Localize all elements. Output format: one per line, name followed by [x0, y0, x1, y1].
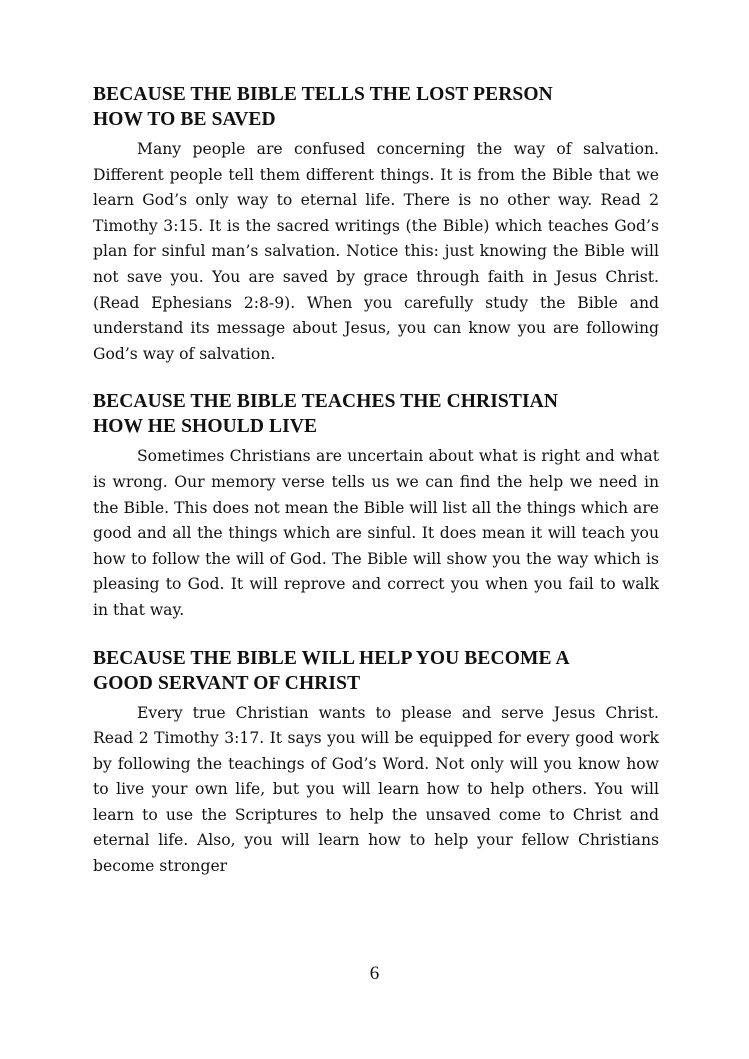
page-body — [93, 82, 659, 880]
section-paragraph: Sometimes Christians are uncertain about what is right and what is wrong. Our memory verse tells us we can find the help we need in the Bible. This does not mean the Bible will list all the things which are good and all the things which are sinful. It does mean it will teach you how to follow the will of God. The Bible will show you the way which is pleasing to God. It will reprove and correct you when you fail to walk in that way. — [93, 447, 659, 619]
section-heading — [93, 389, 659, 439]
heading-line-2: HOW HE SHOULD LIVE — [93, 416, 318, 438]
section-good-servant — [93, 646, 659, 880]
heading-line-1: BECAUSE THE BIBLE TELLS THE LOST PERSON — [93, 84, 553, 105]
section-heading — [93, 82, 659, 132]
heading-line-2: HOW TO BE SAVED — [93, 109, 276, 130]
section-heading — [93, 646, 659, 696]
section-paragraph: Every true Christian wants to please and serve Jesus Christ. Read 2 Timothy 3:17. It says you will be equipped for every good work by following the teachings of God’s Word. Not only will you know how to live your own life, but you will learn how to help others. You will learn to use the Scriptures to help the unsaved come to Christ and eternal life. Also, you will learn how to help your fellow Christians become stronger — [93, 703, 659, 876]
section-lost-person — [93, 82, 659, 367]
section-paragraph: Many people are confused concerning the way of salvation. Different people tell them different things. It is from the Bible that we learn God’s only way to eternal life. There is no other way. Read 2 Timothy 3:15. It is the sacred writings (the Bible) which teaches God’s plan for sinful man’s salvation. Notice this: just knowing the Bible will not save you. You are saved by grace through faith in Jesus Christ. (Read Ephesians 2:8-9). When you carefully study the Bible and understand its message about Jesus, you can know you are following God’s way of salvation. — [93, 140, 659, 363]
heading-line-1: BECAUSE THE BIBLE TEACHES THE CHRISTIAN — [93, 391, 559, 413]
page-number: 6 — [369, 963, 380, 984]
heading-line-2: GOOD SERVANT OF CHRIST — [93, 672, 361, 694]
heading-line-1: BECAUSE THE BIBLE WILL HELP YOU BECOME A — [93, 647, 570, 669]
section-christian-living — [93, 389, 659, 623]
